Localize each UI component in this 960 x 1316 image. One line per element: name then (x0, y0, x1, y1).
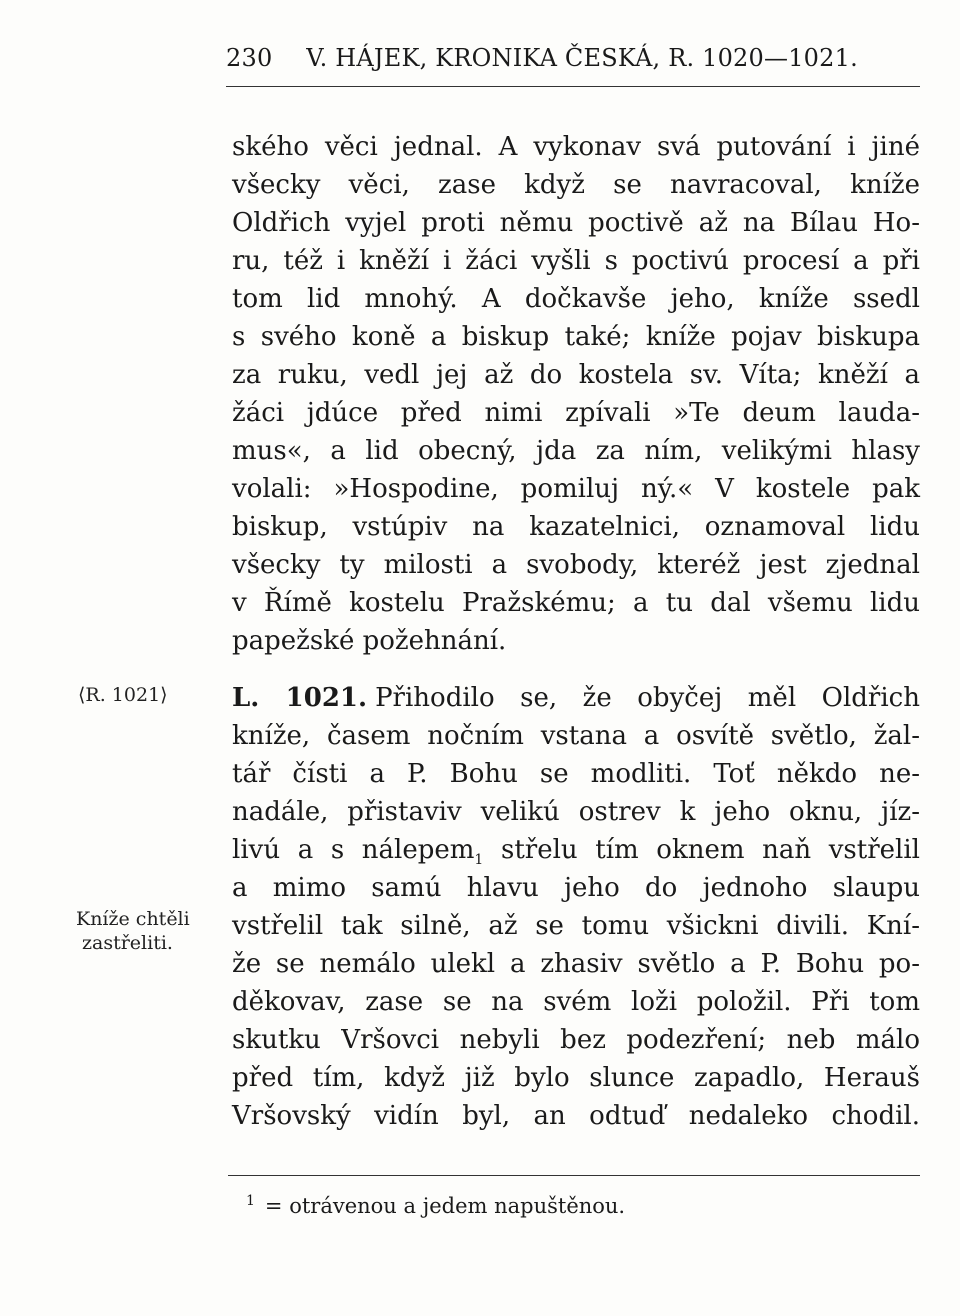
body-line: že se nemálo ulekl a zhasiv světlo a P. Bohu po- (232, 949, 920, 979)
body-line: děkovav, zase se na svém loži položil. Při tom (232, 987, 920, 1017)
footnote-rule (228, 1175, 920, 1176)
body-line: mus«, a lid obecný, jda za ním, velikými hlasy (232, 436, 920, 466)
body-line: vstřelil tak silně, až se tomu všickni divili. Kní- (232, 911, 920, 941)
body-line: kníže, časem nočním vstana a osvítě světlo, žal- (232, 721, 920, 751)
running-header (226, 44, 920, 72)
body-line: žáci jdúce před nimi zpívali »Te deum lauda- (232, 398, 920, 428)
body-line: tom lid mnohý. A dočkavše jeho, kníže ssedl (232, 284, 920, 314)
margin-year-note: ⟨R. 1021⟩ (78, 684, 168, 706)
footnote-text: = otrávenou a jedem napuštěnou. (264, 1194, 626, 1218)
body-line: za ruku, vedl jej až do kostela sv. Víta; kněží a (232, 360, 920, 390)
body-line: všecky ty milosti a svobody, kteréž jest zjednal (232, 550, 920, 580)
year-heading: L. 1021. (232, 683, 368, 713)
header-rule (226, 86, 920, 87)
paragraph-text: Přihodilo se, že obyčej měl Oldřich (375, 683, 920, 713)
footnote-mark: 1 (246, 1193, 255, 1209)
paragraph-text: střelu tím oknem naň vstřelil (483, 835, 920, 865)
body-line: s svého koně a biskup také; kníže pojav biskupa (232, 322, 920, 352)
body-line: ského věci jednal. A vykonav svá putování i jiné (232, 132, 920, 162)
margin-topic-note-line: zastřeliti. (82, 932, 173, 954)
page-number: 230 (226, 44, 273, 72)
body-line: skutku Vršovci nebyli bez podezření; neb málo (232, 1025, 920, 1055)
body-line: volali: »Hospodine, pomiluj ný.« V kostele pak (232, 474, 920, 504)
body-line: před tím, když již bylo slunce zapadlo, Herauš (232, 1063, 920, 1093)
body-line: tář čísti a P. Bohu se modliti. Toť někdo ne- (232, 759, 920, 789)
body-line: ru, též i kněží i žáci vyšli s poctivú procesí a při (232, 246, 920, 276)
margin-topic-note-line: Kníže chtěli (76, 908, 190, 930)
body-line: Oldřich vyjel proti němu poctivě až na Bílau Ho- (232, 208, 920, 238)
footnote-reference[interactable]: 1 (474, 852, 484, 869)
body-line: biskup, vstúpiv na kazatelnici, oznamoval lidu (232, 512, 920, 542)
running-title: V. HÁJEK, KRONIKA ČESKÁ, R. 1020—1021. (306, 44, 858, 72)
body-line: Vršovský vidín byl, an odtuď nedaleko chodil. (232, 1101, 920, 1131)
body-line: papežské požehnání. (232, 626, 507, 656)
footnote (246, 1193, 625, 1218)
body-line: v Římě kostelu Pražskému; a tu dal všemu lidu (232, 588, 920, 618)
body-line: a mimo samú hlavu jeho do jednoho slaupu (232, 873, 920, 903)
paragraph-text: livú a s nálepem (232, 835, 475, 865)
body-line: nadále, přistaviv velikú ostrev k jeho oknu, jíz- (232, 797, 920, 827)
body-line: všecky věci, zase když se navracoval, kníže (232, 170, 920, 200)
year-paragraph-first-line (232, 679, 920, 717)
